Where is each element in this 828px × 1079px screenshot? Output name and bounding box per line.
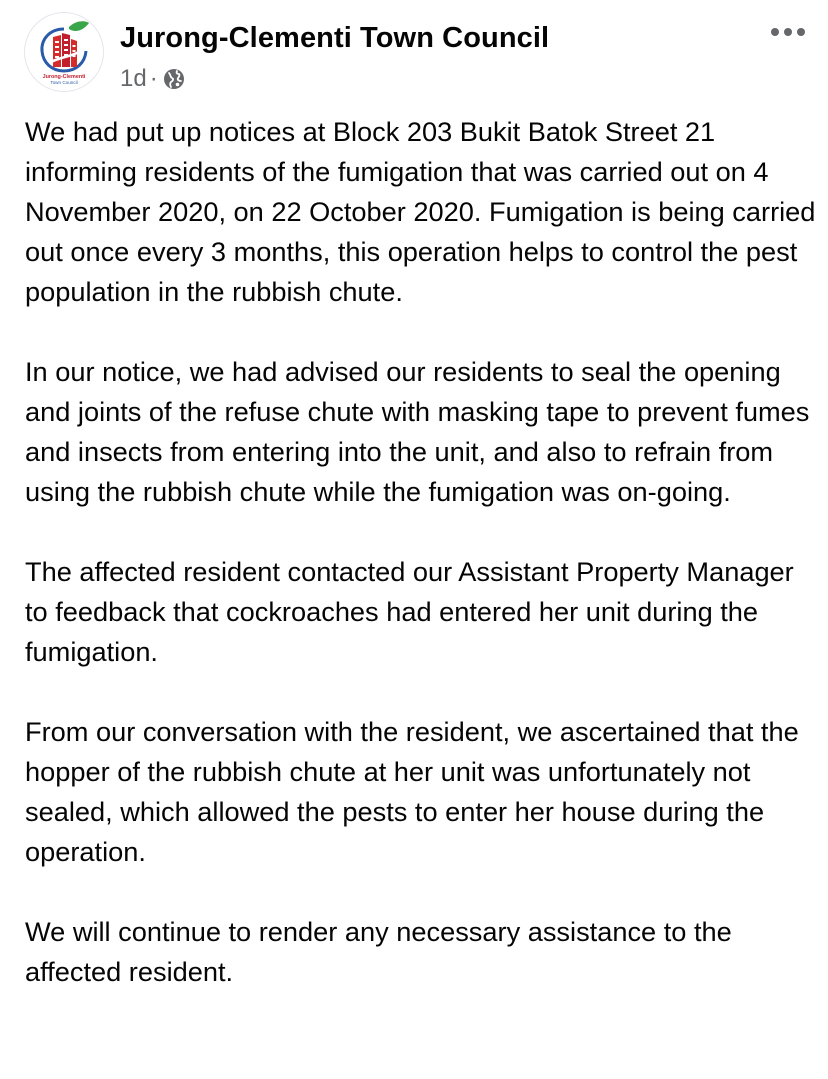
- page-avatar[interactable]: [24, 12, 104, 92]
- post-paragraph: The affected resident contacted our Assistant Property Manager to feedback that cockroaches had entered her unit during the fumigation.: [25, 556, 794, 667]
- page-name-link[interactable]: Jurong-Clementi Town Council: [120, 22, 550, 54]
- post-header: [0, 0, 828, 110]
- logo-text-line-2: Town Council: [50, 80, 78, 85]
- post-body: [25, 112, 817, 992]
- post-paragraph: In our notice, we had advised our residents to seal the opening and joints of the refuse chute with masking tape to prevent fumes and insects from entering into the unit, and also to refrain from using the rubbish chute while the fumigation was on-going.: [25, 356, 810, 507]
- globe-icon: [162, 67, 186, 91]
- more-options-icon[interactable]: [770, 24, 806, 40]
- meta-separator: ·: [149, 65, 158, 92]
- post-paragraph: We will continue to render any necessary assistance to the affected resident.: [25, 916, 732, 987]
- town-council-logo: [25, 13, 103, 91]
- logo-text-line-1: Jurong-Clementi: [42, 74, 86, 80]
- post-paragraph: From our conversation with the resident, we ascertained that the hopper of the rubbish chute at her unit was unfortunately not sealed, which allowed the pests to enter her house during the operation.: [25, 716, 799, 867]
- post-paragraph: We had put up notices at Block 203 Bukit Batok Street 21 informing residents of the fumigation that was carried out on 4 November 2020, on 22 October 2020. Fumigation is being carried out once every 3 months, this operation helps to control the pest population in the rubbish chute.: [25, 116, 816, 307]
- post-timestamp[interactable]: 1d: [120, 65, 147, 92]
- post-meta: [120, 64, 186, 94]
